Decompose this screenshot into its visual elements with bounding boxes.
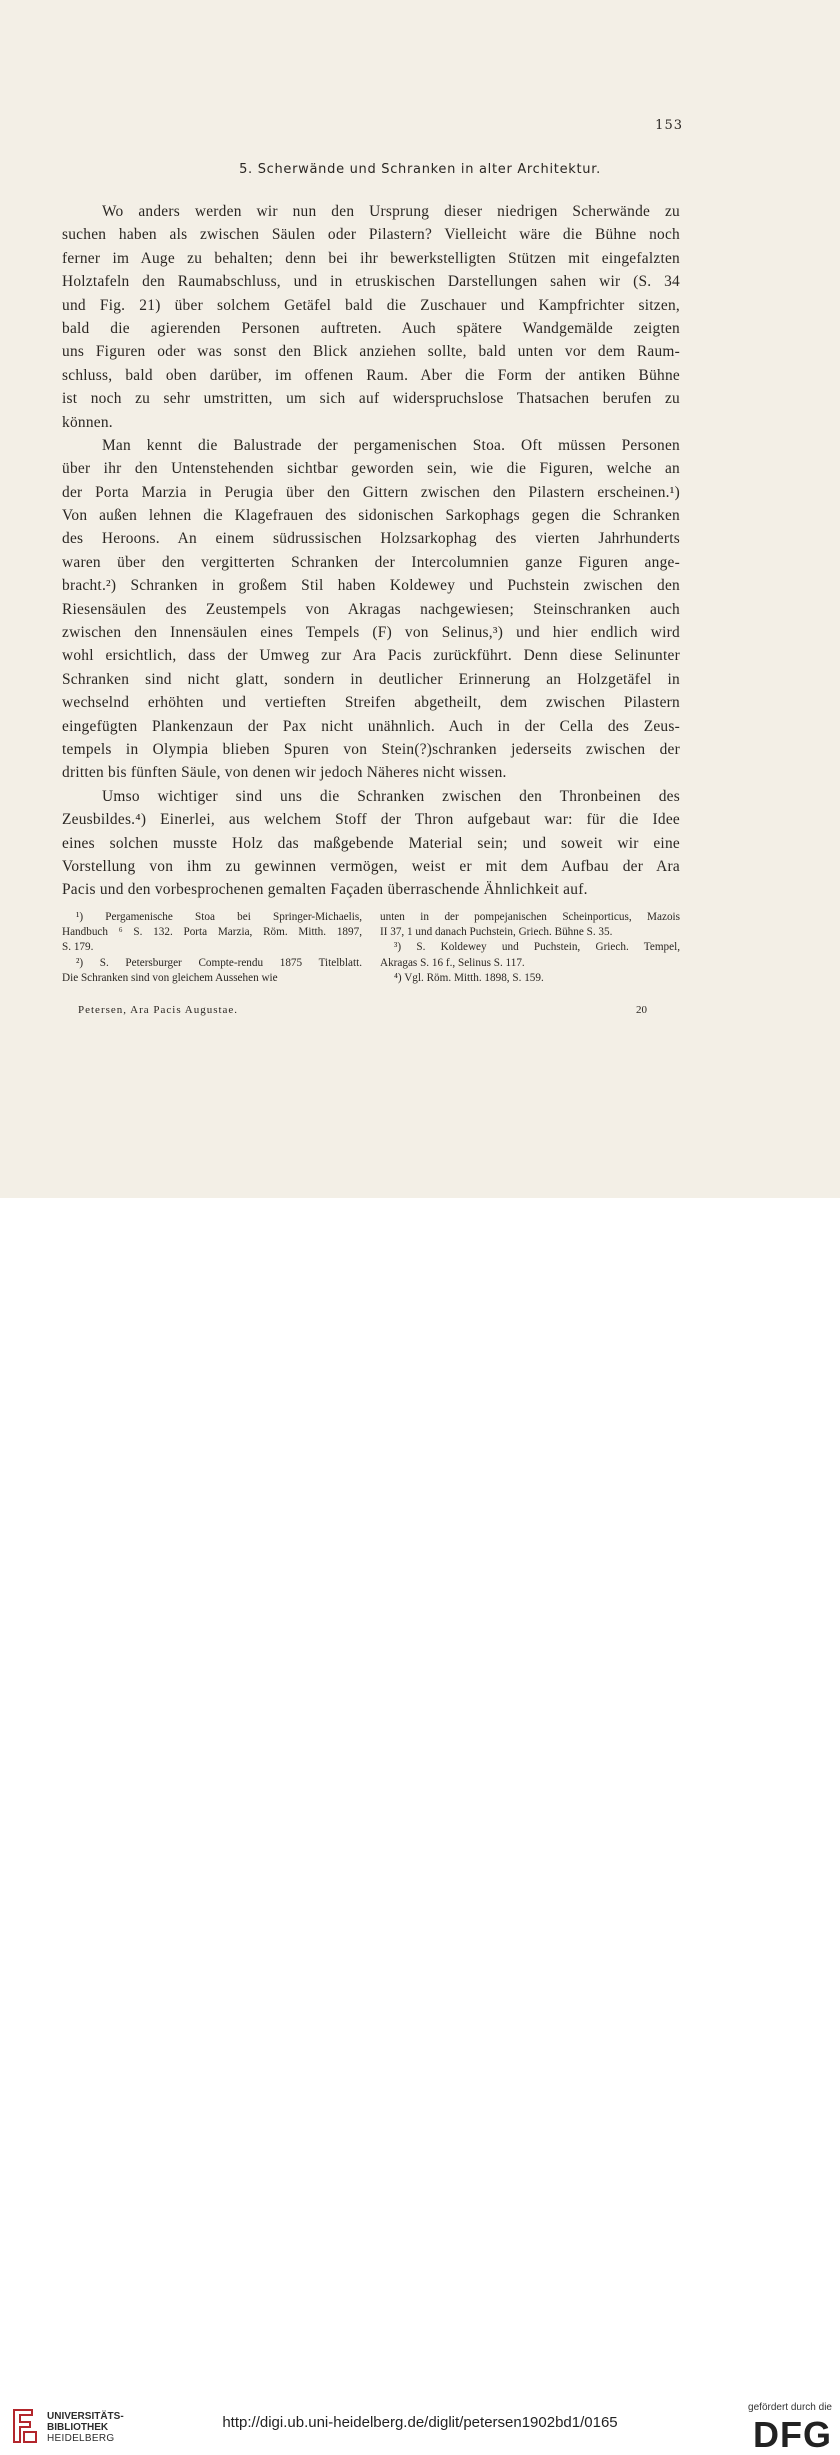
text-line: uns Figuren oder was sonst den Blick anziehen sollte, bald unten vor dem Raum- (62, 343, 680, 361)
signature-number: 20 (636, 1004, 647, 1016)
footnote-line: Die Schranken sind von gleichem Aussehen wie (62, 971, 278, 984)
text-line: schluss, bald oben darüber, im offenen Raum. Aber die Form der antiken Bühne (62, 366, 680, 384)
text-line: dritten bis fünften Säule, von denen wir jedoch Näheres nicht wissen. (62, 764, 507, 782)
text-line: bald die agierenden Personen auftreten. Auch spätere Wandgemälde zeigten (62, 319, 680, 337)
text-line: Holztafeln den Raumabschluss, und in etruskischen Darstellungen sahen wir (S. 34 (62, 273, 680, 291)
footnote-line: Handbuch ⁶ S. 132. Porta Marzia, Röm. Mitth. 1897, (62, 926, 362, 939)
footnotes-right-column (380, 910, 680, 986)
text-line: zwischen den Innensäulen eines Tempels (F) von Selinus,³) und hier endlich wird (62, 624, 680, 642)
text-line: Umso wichtiger sind uns die Schranken zwischen den Thronbeinen des (102, 787, 680, 805)
body-text (62, 200, 680, 902)
footnotes (62, 910, 680, 986)
text-line: bracht.²) Schranken in großem Stil haben Koldewey und Puchstein zwischen den (62, 577, 680, 595)
paragraph (62, 434, 680, 785)
paragraph (62, 200, 680, 434)
library-name-line3: HEIDELBERG (47, 2433, 115, 2444)
footnote-line: II 37, 1 und danach Puchstein, Griech. Bühne S. 35. (380, 926, 613, 939)
text-line: Riesensäulen des Zeustempels von Akragas nachgewiesen; Steinschranken auch (62, 600, 680, 618)
scanned-page (0, 0, 840, 1198)
footnote-line: ²) S. Petersburger Compte-rendu 1875 Titelblatt. (76, 956, 362, 969)
dfg-caption: gefördert durch die (748, 2402, 832, 2413)
dfg-logo-icon[interactable]: DFG (753, 2414, 832, 2455)
footnotes-left-column (62, 910, 362, 986)
footnote-line: ¹) Pergamenische Stoa bei Springer-Michaelis, (76, 911, 362, 923)
page-number: 153 (655, 118, 683, 133)
text-line: Wo anders werden wir nun den Ursprung dieser niedrigen Scherwände zu (102, 203, 680, 220)
text-line: Von außen lehnen die Klagefrauen des sidonischen Sarkophags gegen die Schranken (62, 507, 680, 525)
text-line: tempels in Olympia blieben Spuren von Stein(?)schranken jederseits zwischen der (62, 740, 680, 758)
text-line: Man kennt die Balustrade der pergamenischen Stoa. Oft müssen Personen (102, 436, 680, 454)
footnote-line: Akragas S. 16 f., Selinus S. 117. (380, 956, 525, 969)
text-line: ist noch zu sehr umstritten, um sich auf widerspruchslose Thatsachen berufen zu (62, 390, 680, 408)
text-line: Zeusbildes.⁴) Einerlei, aus welchem Stoff der Thron aufgebaut war: für die Idee (62, 811, 680, 829)
library-name-line2: BIBLIOTHEK (47, 2422, 109, 2433)
text-line: wohl ersichtlich, dass der Umweg zur Ara Pacis zurückführt. Denn diese Selinunter (62, 647, 680, 665)
footnote-line: unten in der pompejanischen Scheinporticus, Mazois (380, 911, 680, 923)
text-line: Pacis und den vorbesprochenen gemalten Façaden überraschende Ähnlichkeit auf. (62, 881, 588, 899)
signature-line: Petersen, Ara Pacis Augustae. (78, 1004, 239, 1016)
text-line: waren über den vergitterten Schranken der Intercolumnien ganze Figuren ange- (62, 553, 680, 571)
text-line: suchen haben als zwischen Säulen oder Pilastern? Vielleicht wäre die Bühne noch (62, 226, 680, 244)
text-line: der Porta Marzia in Perugia über den Gittern zwischen den Pilastern erscheinen.¹) (62, 483, 680, 501)
section-heading: 5. Scherwände und Schranken in alter Architektur. (239, 162, 601, 177)
text-line: wechselnd erhöhten und vertieften Streifen abgetheilt, dem zwischen Pilastern (62, 694, 680, 712)
text-line: über ihr den Untenstehenden sichtbar geworden sein, wie die Figuren, welche an (62, 460, 680, 478)
viewer-footer (0, 1198, 840, 2455)
text-line: des Heroons. An einem südrussischen Holzsarkophag des vierten Jahrhunderts (62, 530, 680, 548)
text-line: Vorstellung von ihm zu gewinnen vermögen, weist er mit dem Aufbau der Ara (62, 857, 680, 875)
text-line: eingefügten Plankenzaun der Pax nicht unähnlich. Auch in der Cella des Zeus- (62, 717, 680, 735)
footnote-line: ³) S. Koldewey und Puchstein, Griech. Tempel, (394, 941, 680, 954)
footnote-line: S. 179. (62, 941, 94, 954)
text-line: ferner im Auge zu behalten; denn bei ihr bewerkstelligten Stützen mit eingefalzten (62, 249, 680, 267)
paragraph (62, 785, 680, 902)
text-line: eines solchen musste Holz das maßgebende Material sein; und soweit wir eine (62, 834, 680, 852)
text-line: können. (62, 413, 113, 431)
text-line: Schranken sind nicht glatt, sondern in deutlicher Erinnerung an Holzgetäfel in (62, 670, 680, 688)
text-line: und Fig. 21) über solchem Getäfel bald die Zuschauer und Kampfrichter sitzen, (62, 296, 680, 314)
library-name-line1: UNIVERSITÄTS- (47, 2411, 124, 2422)
footnote-line: ⁴) Vgl. Röm. Mitth. 1898, S. 159. (394, 971, 544, 984)
document-url-link[interactable]: http://digi.ub.uni-heidelberg.de/diglit/petersen1902bd1/0165 (222, 2414, 618, 2431)
